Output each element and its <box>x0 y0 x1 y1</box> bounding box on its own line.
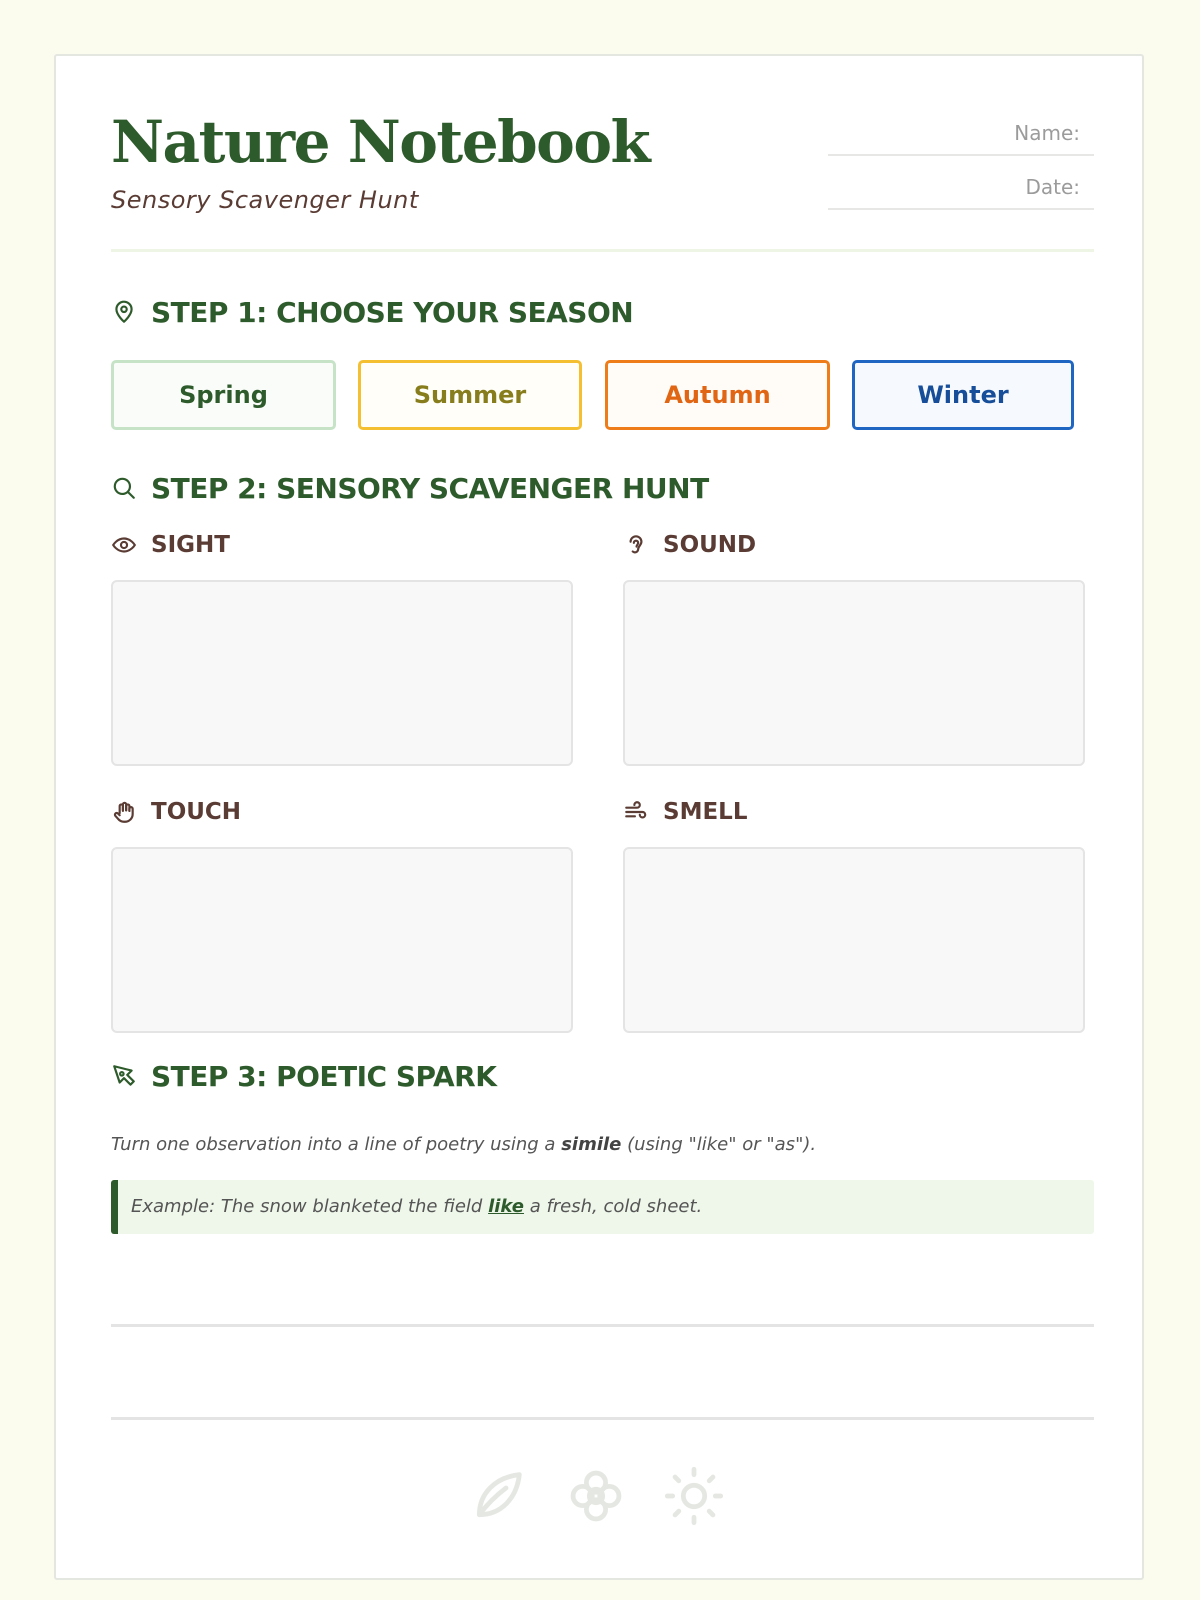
date-field[interactable] <box>828 164 1094 210</box>
sight-label-text: SIGHT <box>151 532 230 558</box>
date-label: Date: <box>1025 175 1080 199</box>
example-callout <box>111 1180 1094 1234</box>
season-summer-button[interactable]: Summer <box>358 360 582 430</box>
sound-notes-box[interactable] <box>623 580 1085 766</box>
page-subtitle: Sensory Scavenger Hunt <box>111 186 419 214</box>
poem-writing-line-2[interactable] <box>111 1417 1094 1420</box>
smell-label-text: SMELL <box>663 799 748 825</box>
step3-title: STEP 3: POETIC SPARK <box>151 1059 497 1093</box>
page-title: Nature Notebook <box>111 108 650 176</box>
step3-heading <box>111 1058 496 1094</box>
season-autumn-button[interactable]: Autumn <box>605 360 830 430</box>
flower-icon <box>564 1464 628 1528</box>
eye-icon <box>111 532 137 558</box>
wind-icon <box>623 799 649 825</box>
smell-label <box>623 797 747 827</box>
prompt-keyword: simile <box>561 1134 622 1155</box>
season-spring-button[interactable]: Spring <box>111 360 336 430</box>
season-winter-button[interactable]: Winter <box>852 360 1074 430</box>
touch-notes-box[interactable] <box>111 847 573 1033</box>
pen-tool-icon <box>111 1063 137 1089</box>
search-icon <box>111 475 137 501</box>
leaf-icon <box>466 1464 530 1528</box>
sound-label-text: SOUND <box>663 532 757 558</box>
step1-heading <box>111 294 633 330</box>
step1-title: STEP 1: CHOOSE YOUR SEASON <box>151 295 634 329</box>
example-text-end: a fresh, cold sheet. <box>523 1196 703 1217</box>
touch-label <box>111 797 241 827</box>
sight-notes-box[interactable] <box>111 580 573 766</box>
step2-heading <box>111 470 709 506</box>
sound-label <box>623 530 756 560</box>
simile-prompt <box>111 1134 816 1155</box>
map-pin-icon <box>111 299 137 325</box>
hand-icon <box>111 799 137 825</box>
step2-title: STEP 2: SENSORY SCAVENGER HUNT <box>151 471 709 505</box>
poem-writing-line-1[interactable] <box>111 1324 1094 1327</box>
sight-label <box>111 530 230 560</box>
header-divider <box>111 249 1094 252</box>
prompt-text-end: (using "like" or "as"). <box>621 1134 817 1155</box>
name-field[interactable] <box>828 110 1094 156</box>
prompt-text-start: Turn one observation into a line of poetry using a <box>111 1134 562 1155</box>
smell-notes-box[interactable] <box>623 847 1085 1033</box>
worksheet-page <box>54 54 1144 1580</box>
example-text-start: Example: The snow blanketed the field <box>131 1196 489 1217</box>
touch-label-text: TOUCH <box>151 799 242 825</box>
sun-icon <box>662 1464 726 1528</box>
name-label: Name: <box>1014 121 1080 145</box>
ear-icon <box>623 532 649 558</box>
example-keyword: like <box>488 1196 524 1217</box>
footer-decoration <box>466 1456 726 1536</box>
